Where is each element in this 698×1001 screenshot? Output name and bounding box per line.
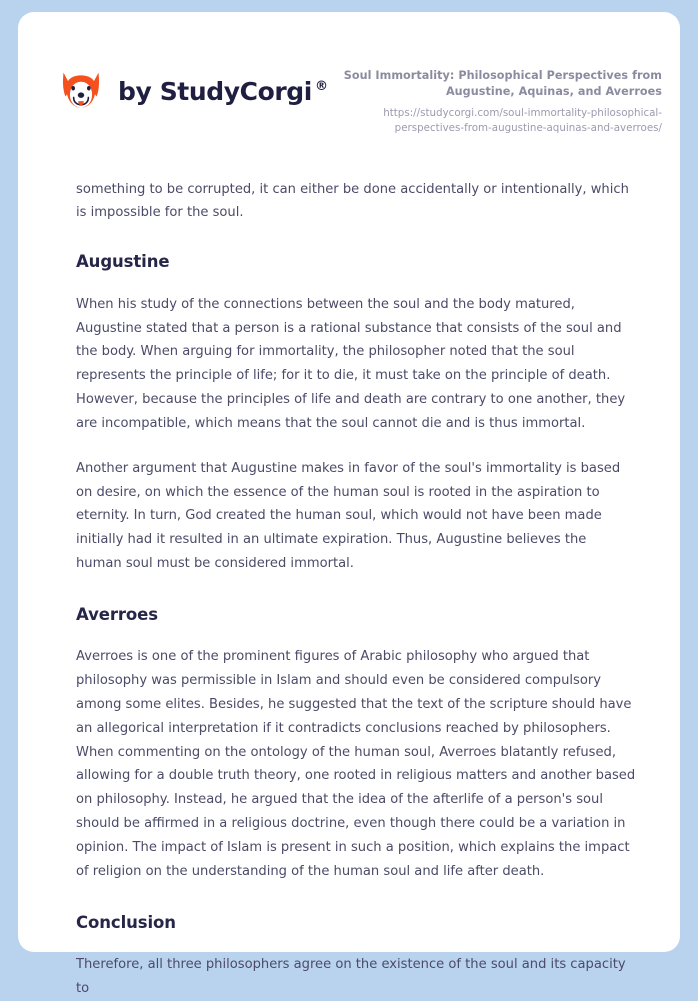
body-paragraph: Another argument that Augustine makes in favor of the soul's immortality is based on desire, on which the essence of the human soul is rooted in the aspiration to eternity. In turn, God created the human soul, which would not have been made initially had it resulted in an ultimate expiration. Thus, Augustine believes the human soul must be considered immortal.: [76, 460, 621, 572]
body-paragraph: something to be corrupted, it can either be done accidentally or intentionally, which is impossible for the soul.: [76, 181, 629, 221]
source-url[interactable]: https://studycorgi.com/soul-immortality-philosophical-perspectives-from-augustine-aquinas-and-averroes/: [383, 106, 662, 134]
section-heading: Augustine: [76, 252, 170, 272]
document-page: [18, 12, 680, 996]
registered-trademark-icon: ®: [314, 79, 328, 95]
brand-wordmark: [118, 76, 328, 106]
brand-logo: [58, 60, 328, 114]
body-paragraph: Averroes is one of the prominent figures of Arabic philosophy who argued that philosophy was permissible in Islam and should even be considered compulsory among some elites. Besides, he suggested that the text of the scripture should have an allegorical interpretation if it contradicts conclusions reached by philosophers. When commenting on the ontology of the human soul, Averroes blatantly refused, allowing for a double truth theory, one rooted in religious matters and another based on philosophy. Instead, he argued that the idea of the afterlife of a person's soul should be affirmed in a religious doctrine, even though there could be a variation in opinion. The impact of Islam is present in such a position, which explains the impact of religion on the understanding of the human soul and life after death.: [76, 649, 636, 879]
page-title: Soul Immortality: Philosophical Perspectives from Augustine, Aquinas, and Averroes: [343, 69, 662, 98]
document-body: [18, 178, 680, 1001]
section-heading: Conclusion: [76, 912, 176, 932]
body-paragraph: Therefore, all three philosophers agree on the existence of the soul and its capacity to: [76, 957, 626, 996]
header-metadata: [342, 60, 662, 136]
brand-name-text: by StudyCorgi: [118, 76, 312, 106]
body-paragraph: When his study of the connections between the soul and the body matured, Augustine stated that a person is a rational substance that consists of the soul and the body. When arguing for immortality, the philosopher noted that the soul represents the principle of life; for it to die, it must take on the principle of death. However, because the principles of life and death are contrary to one another, they are incompatible, which means that the soul cannot die and is thus immortal.: [76, 296, 626, 431]
corgi-face-icon: [58, 68, 104, 114]
section-heading: Averroes: [76, 604, 158, 624]
document-header: [18, 12, 680, 136]
